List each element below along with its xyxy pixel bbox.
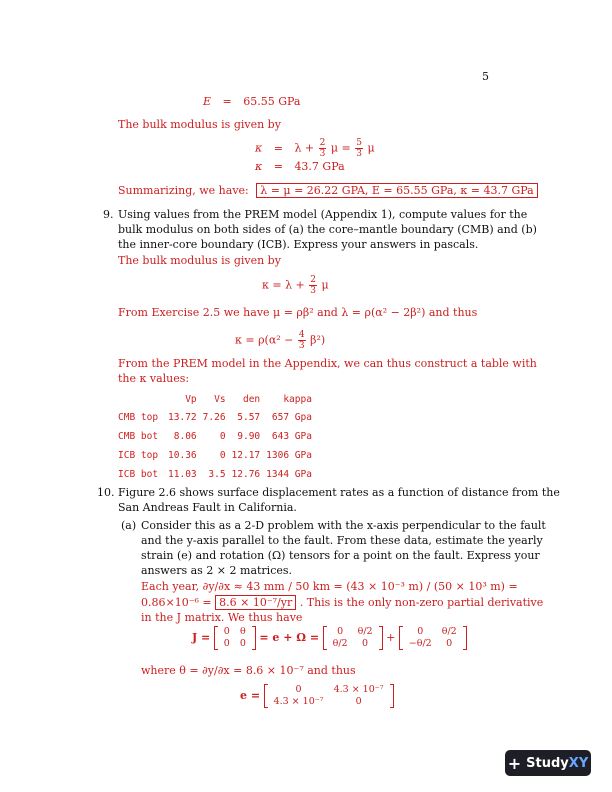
table-header-row — [118, 390, 318, 408]
table-header — [118, 390, 168, 408]
table-cell: 12.76 — [231, 469, 261, 480]
table-cell: 9.90 — [237, 431, 261, 442]
eq-k1-lhs: κ — [255, 141, 263, 155]
answer-line-2-b: . This is the only non-zero partial derivative — [299, 596, 544, 609]
frac-num: 5 — [356, 138, 362, 148]
q10a-line-1: Consider this as a 2-D problem with the x-axis perpendicular to the fault — [141, 519, 546, 532]
table-cell: ICB top — [118, 450, 159, 461]
table-cell: 1344 GPa — [266, 469, 312, 480]
frac-num: 2 — [310, 275, 317, 285]
table-row — [118, 408, 318, 427]
equation-young-modulus — [203, 95, 301, 108]
j-matrix — [214, 626, 256, 650]
answer-line-1: Each year, ∂y/∂x ≈ 43 mm / 50 km = (43 × 10⁻³ m) / (50 × 10³ m) = — [141, 580, 518, 593]
frac-den: 3 — [356, 149, 362, 159]
table-cell: 11.03 — [168, 469, 197, 480]
table-cell: 3.5 — [208, 469, 226, 480]
q10-number: 10. — [97, 486, 115, 499]
q10-line-1: Figure 2.6 shows surface displacement rates as a function of distance from the — [118, 486, 560, 499]
matrix-cell: θ/2 — [357, 626, 373, 637]
eq-k1-c: μ — [367, 141, 375, 155]
page-number: 5 — [482, 70, 489, 83]
table-cell: 0 — [219, 450, 226, 461]
table-cell: 5.57 — [237, 412, 261, 423]
table-cell: 657 Gpa — [271, 412, 312, 423]
table-header: Vp — [185, 393, 197, 405]
bulk-intro-2: The bulk modulus is given by — [118, 254, 281, 267]
e-label: e = — [240, 689, 261, 702]
equation-kappa-4 — [235, 330, 325, 351]
table-cell: CMB bot — [118, 431, 159, 442]
theta-line: where θ = ∂y/∂x = 8.6 × 10⁻⁷ and thus — [141, 664, 356, 677]
eq-k1-frac2 — [355, 138, 363, 159]
eq-e-rhs: 65.55 GPa — [243, 95, 301, 108]
answer-line-2 — [141, 596, 543, 609]
e-matrix-equation — [240, 684, 394, 708]
q9-line-3: the inner-core boundary (ICB). Express your answers in pascals. — [118, 238, 479, 251]
table-cell: 13.72 — [168, 412, 197, 423]
table-row — [118, 465, 318, 484]
table-cell: 12.17 — [231, 450, 261, 461]
studyxy-badge[interactable] — [505, 750, 591, 776]
q10a-line-2: and the y-axis parallel to the fault. From these data, estimate the yearly — [141, 534, 543, 547]
q9-line-1: Using values from the PREM model (Appendix 1), compute values for the — [118, 208, 528, 221]
matrix-equation — [192, 626, 467, 650]
frac-num: 2 — [319, 138, 326, 148]
eq-k2-rhs: 43.7 GPa — [294, 160, 345, 173]
answer-box: 8.6 × 10⁻⁷/yr — [215, 595, 296, 610]
answer-line-2-a: 0.86×10⁻⁶ = — [141, 596, 212, 609]
table-cell: 7.26 — [202, 412, 226, 423]
q9-number: 9. — [103, 208, 114, 221]
eq-k1-rel: = — [273, 141, 283, 155]
exercise-line: From Exercise 2.5 we have μ = ρβ² and λ = ρ(α² − 2β²) and thus — [118, 306, 478, 319]
matrix-cell: 4.3 × 10⁻⁷ — [273, 696, 324, 707]
bulk-intro-1: The bulk modulus is given by — [118, 118, 281, 131]
summary-line — [118, 184, 538, 197]
table-header: kappa — [283, 393, 312, 405]
q10a-line-4: answers as 2 × 2 matrices. — [141, 564, 293, 577]
table-cell: CMB top — [118, 412, 159, 423]
plus-icon: + — [507, 753, 522, 773]
matrix-plus: + — [386, 631, 396, 644]
matrix-cell: θ/2 — [332, 638, 348, 649]
eq-k2-rel: = — [273, 160, 283, 173]
eq-k4-lhs: κ = ρ(α² − — [235, 333, 294, 347]
frac-den: 3 — [319, 149, 326, 159]
matrix-cell: θ — [239, 626, 246, 637]
equation-kappa-3 — [262, 275, 329, 296]
matrix-mid: = e + Ω = — [259, 631, 320, 644]
table-cell: ICB bot — [118, 469, 159, 480]
table-header: den — [242, 393, 261, 405]
e-matrix — [323, 626, 383, 650]
frac-num: 4 — [298, 330, 305, 340]
j-label: J = — [192, 631, 211, 644]
matrix-cell: 0 — [223, 626, 230, 637]
table-cell: 1306 GPa — [266, 450, 312, 461]
frac-den: 3 — [310, 286, 317, 296]
table-row — [118, 427, 318, 446]
frac-den: 3 — [298, 341, 305, 351]
summary-box: λ = μ = 26.22 GPA, E = 65.55 GPa, κ = 43.7 GPa — [256, 183, 537, 198]
q10-line-2: San Andreas Fault in California. — [118, 501, 297, 514]
eq-k1-frac — [319, 138, 327, 159]
eq-e-rel: = — [222, 95, 232, 108]
matrix-cell: θ/2 — [441, 626, 457, 637]
matrix-cell: 0 — [417, 626, 424, 637]
eq-k3-frac — [309, 275, 317, 296]
summary-label: Summarizing, we have: — [118, 184, 249, 197]
matrix-cell: 0 — [223, 638, 230, 649]
table-cell: 8.06 — [173, 431, 197, 442]
eq-e-lhs: E — [203, 95, 212, 108]
e-final-matrix — [264, 684, 394, 708]
badge-text-xy: XY — [568, 755, 589, 771]
eq-k1-b: μ = — [330, 141, 351, 155]
matrix-cell: 0 — [337, 626, 344, 637]
eq-k3-rhs: μ — [321, 278, 329, 292]
matrix-cell: 0 — [362, 638, 369, 649]
matrix-cell: 0 — [239, 638, 246, 649]
eq-k2-lhs: κ — [255, 160, 263, 173]
eq-k1-a: λ + — [294, 141, 315, 155]
prem-table — [118, 390, 318, 484]
matrix-cell: 0 — [295, 684, 302, 695]
prem-line-2: the κ values: — [118, 372, 190, 385]
matrix-cell: 4.3 × 10⁻⁷ — [333, 684, 384, 695]
q9-line-2: bulk modulus on both sides of (a) the core–mantle boundary (CMB) and (b) — [118, 223, 537, 236]
matrix-cell: 0 — [355, 696, 362, 707]
table-row — [118, 446, 318, 465]
q10a-line-3: strain (e) and rotation (Ω) tensors for a point on the fault. Express your — [141, 549, 540, 562]
eq-k3-lhs: κ = λ + — [262, 278, 305, 292]
table-cell: 643 GPa — [271, 431, 312, 442]
omega-matrix — [399, 626, 467, 650]
prem-line-1: From the PREM model in the Appendix, we can thus construct a table with — [118, 357, 537, 370]
eq-k4-rhs: β²) — [310, 333, 326, 347]
q10a-label: (a) — [121, 519, 137, 532]
table-header: Vs — [214, 393, 226, 405]
matrix-cell: −θ/2 — [408, 638, 432, 649]
eq-k4-frac — [298, 330, 306, 351]
matrix-cell: 0 — [446, 638, 453, 649]
equation-kappa-1 — [255, 138, 375, 159]
table-cell: 0 — [219, 431, 226, 442]
badge-text-study: Study — [526, 755, 569, 771]
equation-kappa-2 — [255, 160, 345, 173]
answer-line-3: in the J matrix. We thus have — [141, 611, 303, 624]
table-cell: 10.36 — [168, 450, 197, 461]
